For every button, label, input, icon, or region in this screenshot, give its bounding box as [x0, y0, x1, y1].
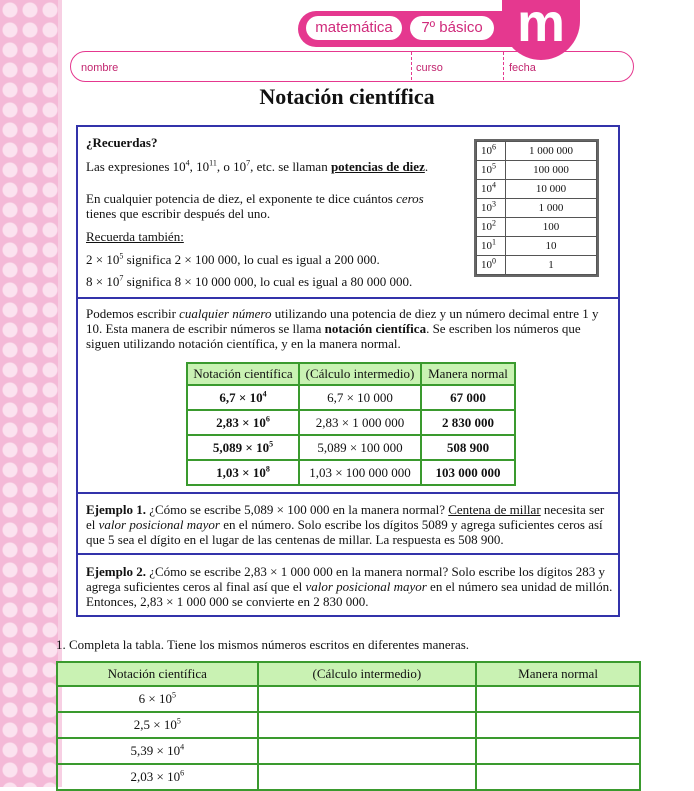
power-value: 1 000 000 — [506, 142, 597, 161]
sci-exponent: 4 — [180, 742, 185, 752]
recuerdas-heading: ¿Recuerdas? — [86, 135, 158, 150]
power-cell — [477, 199, 506, 218]
divider — [503, 52, 505, 80]
column-header: Manera normal — [421, 363, 515, 385]
sci-base: 6 × 10 — [138, 691, 172, 706]
table-row — [477, 199, 597, 218]
power-value: 1 000 — [506, 199, 597, 218]
sci-exponent: 5 — [269, 439, 274, 449]
recuerdas-box — [76, 125, 620, 299]
table-row — [187, 435, 515, 460]
table-row — [187, 410, 515, 435]
power-base: 10 — [481, 145, 492, 157]
sci-base: 2,5 × 10 — [133, 717, 177, 732]
example-1-box — [76, 492, 620, 555]
sci-base: 2,83 × 10 — [216, 414, 266, 430]
scientific-cell — [187, 410, 299, 435]
power-exponent: 5 — [492, 161, 496, 171]
sci-exponent: 6 — [265, 414, 270, 424]
normal-cell: 2 830 000 — [421, 410, 515, 435]
powers-intro-line: Las expresiones $10^4$, $10^{11}$, o $10^7$, etc. se llaman potencias de diez. — [86, 158, 429, 174]
sci-exponent: 5 — [176, 716, 181, 726]
example-1-text: Ejemplo 1. ¿Cómo se escribe 5,089 × 100 000 en la manera normal? Centena de millar necesita ser el valor posicional mayor en el número. Solo escribe los dígitos 5089 y agrega suficientes ceros así que 5 sea el dígito en el lugar de las centenas de millar. La respuesta es 508 900. — [86, 502, 605, 547]
scientific-notation-intro-box — [76, 297, 620, 494]
scientific-cell — [57, 738, 258, 764]
power-value: 1 — [506, 256, 597, 275]
table-row — [477, 237, 597, 256]
scientific-cell — [57, 686, 258, 712]
table-row — [477, 142, 597, 161]
table-row — [57, 686, 640, 712]
scientific-cell — [57, 764, 258, 790]
intermediate-answer-cell[interactable] — [258, 686, 477, 712]
scientific-cell — [187, 385, 299, 410]
normal-cell: 67 000 — [421, 385, 515, 410]
power-cell — [477, 256, 506, 275]
intermediate-cell: 5,089 × 100 000 — [299, 435, 421, 460]
grade-label: 7º básico — [410, 16, 494, 40]
column-header: Notación científica — [187, 363, 299, 385]
logo-m-icon: m — [502, 0, 580, 60]
table-row — [477, 218, 597, 237]
normal-answer-cell[interactable] — [476, 712, 640, 738]
exercise-1-table — [56, 661, 641, 791]
column-header: (Cálculo intermedio) — [258, 662, 477, 686]
power-base: 10 — [481, 240, 492, 252]
power-base: 10 — [481, 259, 492, 271]
normal-answer-cell[interactable] — [476, 764, 640, 790]
intermediate-cell: 1,03 × 100 000 000 — [299, 460, 421, 485]
power-base: 10 — [481, 164, 492, 176]
table-row — [187, 460, 515, 485]
column-header: Notación científica — [57, 662, 258, 686]
sci-base: 2,03 × 10 — [130, 769, 181, 784]
power-value: 100 000 — [506, 161, 597, 180]
subject-label: matemática — [306, 16, 402, 40]
sci-exponent: 5 — [171, 690, 176, 700]
power-value: 10 000 — [506, 180, 597, 199]
normal-cell: 508 900 — [421, 435, 515, 460]
student-info-bar — [70, 51, 634, 82]
course-field-label: curso — [416, 62, 443, 74]
power-exponent: 6 — [492, 142, 496, 152]
example-table — [186, 362, 516, 486]
sci-base: 6,7 × 10 — [219, 389, 263, 405]
sci-base: 5,089 × 10 — [212, 439, 270, 455]
power-base: 10 — [481, 183, 492, 195]
powers-of-ten-table — [476, 141, 597, 275]
power-base: 10 — [481, 221, 492, 233]
sci-exponent: 8 — [265, 464, 270, 474]
table-row — [477, 161, 597, 180]
sci-base: 5,39 × 10 — [130, 743, 181, 758]
power-cell — [477, 161, 506, 180]
divider — [411, 52, 413, 80]
power-exponent: 1 — [492, 237, 496, 247]
scientific-cell — [57, 712, 258, 738]
intermediate-answer-cell[interactable] — [258, 738, 477, 764]
column-header: (Cálculo intermedio) — [299, 363, 421, 385]
power-cell — [477, 237, 506, 256]
sci-exponent: 6 — [180, 768, 185, 778]
example-2-box — [76, 553, 620, 617]
power-exponent: 0 — [492, 256, 496, 266]
page-title: Notación científica — [259, 84, 435, 109]
table-row — [477, 180, 597, 199]
table-row — [477, 256, 597, 275]
also-example-1: $2 \times 10^5$ significa 2 × 100 000, lo cual es igual a 200 000. — [86, 251, 380, 267]
decorative-side-strip — [0, 0, 60, 787]
normal-cell: 103 000 000 — [421, 460, 515, 485]
intermediate-cell: 6,7 × 10 000 — [299, 385, 421, 410]
intro-paragraph: Podemos escribir cualquier número utilizando una potencia de diez y un número decimal entre 1 y 10. Esta manera de escribir números se llama notación científica. Se escriben los números que siguen utilizando notación científica, y en la manera normal. — [86, 306, 599, 351]
column-header: Manera normal — [476, 662, 640, 686]
scientific-cell — [187, 460, 299, 485]
power-value: 100 — [506, 218, 597, 237]
table-row — [187, 385, 515, 410]
name-field-label: nombre — [81, 62, 119, 74]
power-cell — [477, 142, 506, 161]
table-row — [57, 712, 640, 738]
power-base: 10 — [481, 202, 492, 214]
intermediate-cell: 2,83 × 1 000 000 — [299, 410, 421, 435]
exponent-explanation: En cualquier potencia de diez, el exponente te dice cuántos ceros tienes que escribir después del uno. — [86, 191, 424, 221]
power-exponent: 4 — [492, 180, 496, 190]
power-cell — [477, 180, 506, 199]
scientific-cell — [187, 435, 299, 460]
power-exponent: 3 — [492, 199, 496, 209]
also-heading: Recuerda también: — [86, 229, 184, 244]
normal-answer-cell[interactable] — [476, 686, 640, 712]
sci-exponent: 4 — [262, 389, 267, 399]
sci-base: 1,03 × 10 — [216, 464, 266, 480]
table-row — [57, 738, 640, 764]
exercise-1-instruction: 1. Completa la tabla. Tiene los mismos números escritos en diferentes maneras. — [56, 637, 470, 652]
power-cell — [477, 218, 506, 237]
date-field-label: fecha — [509, 62, 536, 74]
normal-answer-cell[interactable] — [476, 738, 640, 764]
table-row — [57, 764, 640, 790]
intermediate-answer-cell[interactable] — [258, 764, 477, 790]
example-2-text: Ejemplo 2. ¿Cómo se escribe 2,83 × 1 000 000 en la manera normal? Solo escribe los dígitos 283 y agrega suficientes ceros al final así que el valor posicional mayor en el número sea unidad de millón. Entonces, 2,83 × 1 000 000 se convierte en 2 830 000. — [86, 564, 613, 609]
power-value: 10 — [506, 237, 597, 256]
also-example-2: $8 \times 10^7$ significa 8 × 10 000 000, lo cual es igual a 80 000 000. — [86, 273, 413, 289]
intermediate-answer-cell[interactable] — [258, 712, 477, 738]
power-exponent: 2 — [492, 218, 496, 228]
